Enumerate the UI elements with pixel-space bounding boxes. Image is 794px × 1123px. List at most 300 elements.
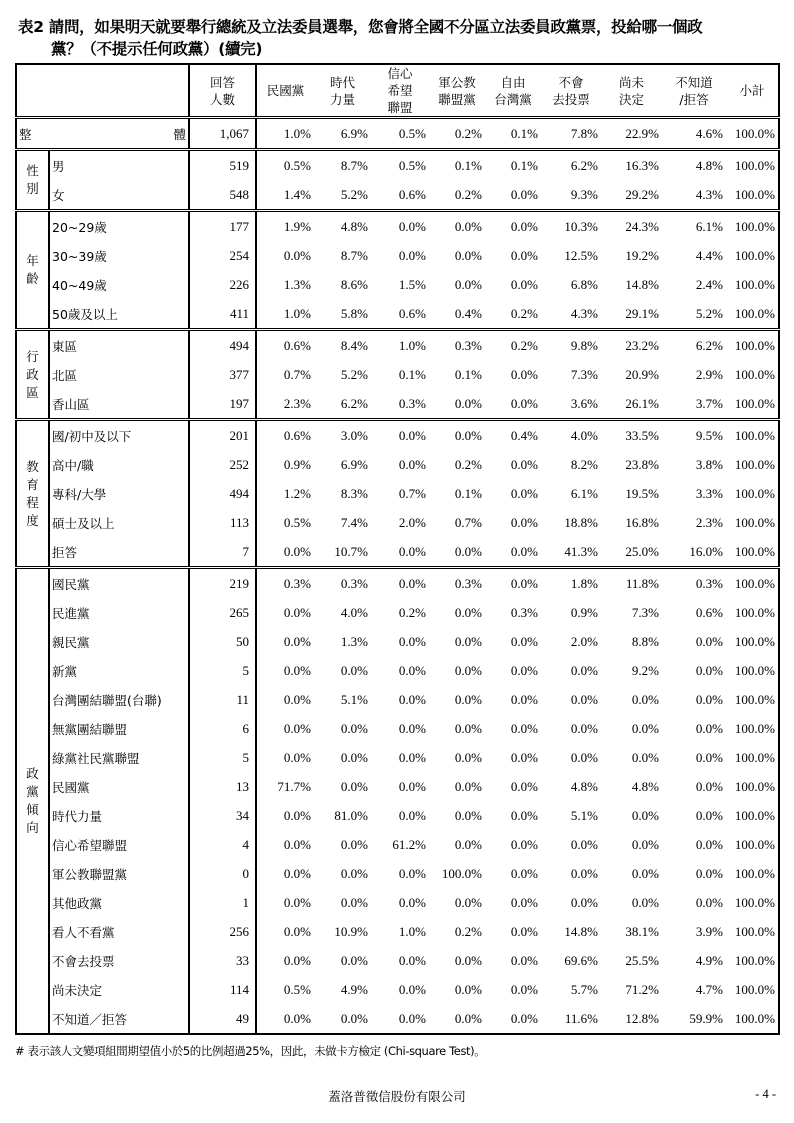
row-value: 0.0% (454, 981, 482, 997)
row-value: 3.7% (695, 395, 723, 411)
row-count: 377 (189, 360, 256, 389)
row-value: 5.8% (340, 305, 368, 321)
row-value: 8.4% (314, 330, 371, 361)
row-value: 29.1% (625, 305, 659, 321)
row-label: 不會去投票 (49, 946, 189, 975)
row-value: 0.0% (510, 366, 538, 382)
row-label: 女 (49, 180, 189, 211)
row-value: 0.0% (398, 691, 426, 707)
row-value: 8.3% (340, 485, 368, 501)
row-value: 4.0% (340, 604, 368, 620)
row-label: 其他政黨 (49, 888, 189, 917)
row-value: 0.0% (510, 514, 538, 530)
row-value: 0.0% (510, 952, 538, 968)
row-value: 0.1% (429, 150, 485, 181)
total-value: 0.5% (398, 125, 426, 141)
row-value: 0.0% (631, 836, 659, 852)
row-value: 0.6% (695, 604, 723, 620)
footnote: # 表示該人文變項組間期望值小於5的比例超過25%，因此，未做卡方檢定 (Chi-square Test)。 (15, 1044, 486, 1058)
row-value: 100.0% (734, 749, 775, 765)
row-value: 0.0% (371, 420, 429, 451)
row-value: 0.2% (454, 186, 482, 202)
row-count: 50 (189, 627, 256, 656)
table-row (16, 389, 779, 420)
row-value: 71.2% (625, 981, 659, 997)
row-value: 100.0% (734, 366, 775, 382)
row-value: 100.0% (734, 543, 775, 559)
table-row (16, 975, 779, 1004)
row-value: 100.0% (734, 247, 775, 263)
table-row (16, 508, 779, 537)
row-value: 4.8% (631, 778, 659, 794)
column-header: 不知道 /拒答 (662, 64, 726, 118)
row-value: 0.0% (510, 720, 538, 736)
row-value: 0.0% (510, 662, 538, 678)
row-label: 國民黨 (49, 568, 189, 599)
row-count: 7 (189, 537, 256, 568)
row-value: 0.0% (695, 865, 723, 881)
row-value: 14.8% (625, 276, 659, 292)
row-value: 0.3% (662, 568, 726, 599)
row-value: 6.2% (541, 150, 601, 181)
table-title (18, 16, 788, 60)
row-value: 0.2% (510, 305, 538, 321)
row-value: 3.8% (695, 456, 723, 472)
table-row (16, 568, 779, 599)
row-value: 0.0% (631, 807, 659, 823)
row-value: 100.0% (441, 865, 482, 881)
table-row (16, 479, 779, 508)
row-value: 0.0% (283, 749, 311, 765)
row-value: 81.0% (334, 807, 368, 823)
row-count: 0 (189, 859, 256, 888)
row-value: 0.0% (454, 894, 482, 910)
row-value: 100.0% (734, 485, 775, 501)
total-row (16, 118, 779, 150)
row-count: 265 (189, 598, 256, 627)
table-row (16, 241, 779, 270)
total-value: 7.8% (570, 125, 598, 141)
row-label: 民國黨 (49, 772, 189, 801)
row-label: 綠黨社民黨聯盟 (49, 743, 189, 772)
row-value: 4.8% (314, 211, 371, 242)
row-value: 0.0% (429, 211, 485, 242)
row-value: 100.0% (734, 981, 775, 997)
row-value: 0.0% (454, 778, 482, 794)
row-value: 0.0% (695, 691, 723, 707)
column-header: 小計 (726, 64, 779, 118)
row-value: 0.0% (570, 836, 598, 852)
row-value: 0.0% (454, 633, 482, 649)
row-value: 100.0% (726, 211, 779, 242)
group-label: 教 育 程 度 (16, 420, 49, 568)
row-value: 0.0% (283, 1010, 311, 1026)
row-value: 0.0% (510, 749, 538, 765)
total-value: 100.0% (734, 125, 775, 141)
row-label: 民進黨 (49, 598, 189, 627)
row-value: 0.2% (454, 923, 482, 939)
row-value: 11.8% (601, 568, 662, 599)
row-value: 100.0% (734, 276, 775, 292)
row-value: 1.0% (371, 330, 429, 361)
row-value: 100.0% (734, 514, 775, 530)
row-label: 新黨 (49, 656, 189, 685)
table-row (16, 299, 779, 330)
row-label: 40~49歲 (49, 270, 189, 299)
row-value: 0.0% (371, 568, 429, 599)
row-value: 0.0% (454, 662, 482, 678)
row-value: 5.1% (340, 691, 368, 707)
row-label: 男 (49, 150, 189, 181)
crosstab-table (15, 63, 780, 1035)
row-value: 6.1% (570, 485, 598, 501)
row-value: 8.7% (340, 247, 368, 263)
row-value: 100.0% (734, 778, 775, 794)
row-value: 0.0% (454, 247, 482, 263)
row-value: 0.0% (398, 981, 426, 997)
row-value: 0.0% (695, 778, 723, 794)
footer-company: 蓋洛普徵信股份有限公司 (328, 1089, 466, 1104)
table-row (16, 150, 779, 181)
row-value: 0.0% (283, 952, 311, 968)
row-value: 4.7% (695, 981, 723, 997)
row-value: 0.0% (371, 211, 429, 242)
row-value: 100.0% (734, 691, 775, 707)
row-count: 201 (189, 420, 256, 451)
row-value: 0.0% (631, 865, 659, 881)
row-value: 1.0% (398, 923, 426, 939)
total-value: 4.6% (695, 125, 723, 141)
row-value: 9.2% (631, 662, 659, 678)
row-value: 3.0% (314, 420, 371, 451)
row-value: 100.0% (734, 894, 775, 910)
row-value: 0.0% (485, 211, 541, 242)
row-value: 71.7% (277, 778, 311, 794)
row-value: 0.0% (283, 923, 311, 939)
row-value: 0.0% (510, 691, 538, 707)
row-label: 台灣團結聯盟(台聯) (49, 685, 189, 714)
row-value: 0.1% (485, 150, 541, 181)
row-value: 4.4% (695, 247, 723, 263)
group-label: 性 別 (16, 150, 49, 211)
row-value: 0.0% (340, 1010, 368, 1026)
group-label: 年 齡 (16, 211, 49, 330)
row-value: 0.0% (454, 604, 482, 620)
row-count: 113 (189, 508, 256, 537)
row-value: 69.6% (564, 952, 598, 968)
row-value: 10.9% (334, 923, 368, 939)
row-value: 5.1% (570, 807, 598, 823)
row-value: 0.0% (454, 276, 482, 292)
row-count: 411 (189, 299, 256, 330)
total-label (16, 118, 189, 150)
table-row (16, 685, 779, 714)
row-value: 0.0% (454, 395, 482, 411)
row-value: 0.0% (510, 923, 538, 939)
row-value: 0.0% (631, 720, 659, 736)
row-value: 0.0% (340, 952, 368, 968)
total-count: 1,067 (189, 118, 256, 150)
row-count: 5 (189, 656, 256, 685)
total-value: 0.2% (454, 125, 482, 141)
table-row (16, 360, 779, 389)
row-count: 13 (189, 772, 256, 801)
row-value: 0.0% (695, 720, 723, 736)
row-value: 33.5% (601, 420, 662, 451)
row-value: 100.0% (734, 633, 775, 649)
row-value: 2.0% (398, 514, 426, 530)
row-value: 2.0% (570, 633, 598, 649)
row-value: 0.0% (570, 691, 598, 707)
row-value: 0.0% (398, 778, 426, 794)
row-value: 0.0% (283, 247, 311, 263)
title-line-2: 黨？（不提示任何政黨）(續完) (51, 40, 263, 58)
column-header: 自由 台灣黨 (485, 64, 541, 118)
row-value: 12.5% (564, 247, 598, 263)
row-value: 0.0% (398, 807, 426, 823)
row-value: 0.0% (398, 662, 426, 678)
row-value: 0.0% (570, 662, 598, 678)
row-value: 1.9% (256, 211, 314, 242)
row-value: 38.1% (625, 923, 659, 939)
row-value: 0.0% (454, 543, 482, 559)
row-count: 6 (189, 714, 256, 743)
row-value: 0.3% (256, 568, 314, 599)
row-value: 6.2% (340, 395, 368, 411)
row-value: 9.8% (541, 330, 601, 361)
table-row (16, 859, 779, 888)
row-label: 信心希望聯盟 (49, 830, 189, 859)
row-label: 北區 (49, 360, 189, 389)
row-value: 5.7% (570, 981, 598, 997)
row-value: 4.0% (541, 420, 601, 451)
table-row (16, 743, 779, 772)
row-value: 0.0% (631, 894, 659, 910)
table-row (16, 1004, 779, 1034)
row-value: 100.0% (734, 186, 775, 202)
row-value: 0.0% (510, 1010, 538, 1026)
row-value: 1.8% (541, 568, 601, 599)
row-value: 0.0% (398, 749, 426, 765)
row-value: 100.0% (726, 420, 779, 451)
row-label: 東區 (49, 330, 189, 361)
row-label: 國/初中及以下 (49, 420, 189, 451)
row-value: 2.3% (695, 514, 723, 530)
row-value: 0.0% (454, 807, 482, 823)
row-value: 0.0% (398, 865, 426, 881)
row-value: 0.0% (283, 807, 311, 823)
row-value: 100.0% (734, 865, 775, 881)
row-value: 6.8% (570, 276, 598, 292)
row-value: 0.0% (398, 1010, 426, 1026)
row-value: 0.0% (340, 865, 368, 881)
row-label: 不知道／拒答 (49, 1004, 189, 1034)
row-value: 5.2% (340, 186, 368, 202)
row-label: 拒答 (49, 537, 189, 568)
row-value: 0.0% (340, 720, 368, 736)
row-value: 0.0% (340, 662, 368, 678)
total-label-left: 整 (19, 126, 32, 142)
row-value: 0.0% (429, 420, 485, 451)
row-value: 0.0% (283, 662, 311, 678)
title-line-1: 表2 請問，如果明天就要舉行總統及立法委員選舉，您會將全國不分區立法委員政黨票，投給哪一個政 (18, 18, 703, 36)
row-value: 0.0% (510, 633, 538, 649)
row-value: 0.0% (398, 894, 426, 910)
row-value: 20.9% (625, 366, 659, 382)
row-value: 100.0% (734, 305, 775, 321)
row-value: 6.2% (662, 330, 726, 361)
row-value: 0.0% (398, 543, 426, 559)
row-value: 0.5% (371, 150, 429, 181)
row-value: 0.0% (283, 894, 311, 910)
row-value: 0.0% (340, 778, 368, 794)
total-value: 22.9% (625, 125, 659, 141)
table-row (16, 598, 779, 627)
row-value: 0.1% (398, 366, 426, 382)
row-value: 23.2% (601, 330, 662, 361)
row-count: 49 (189, 1004, 256, 1034)
row-label: 親民黨 (49, 627, 189, 656)
header-blank (16, 64, 189, 118)
row-value: 0.0% (283, 543, 311, 559)
row-count: 33 (189, 946, 256, 975)
row-value: 0.0% (510, 485, 538, 501)
group-label: 行 政 區 (16, 330, 49, 420)
row-value: 0.0% (398, 633, 426, 649)
row-value: 0.0% (570, 865, 598, 881)
row-value: 14.8% (564, 923, 598, 939)
row-count: 548 (189, 180, 256, 211)
row-value: 0.0% (283, 633, 311, 649)
row-value: 0.7% (454, 514, 482, 530)
table-row (16, 656, 779, 685)
row-label: 碩士及以上 (49, 508, 189, 537)
row-value: 2.3% (283, 395, 311, 411)
row-value: 0.0% (454, 720, 482, 736)
row-value: 16.8% (625, 514, 659, 530)
row-value: 1.3% (283, 276, 311, 292)
row-value: 1.0% (283, 305, 311, 321)
total-value: 6.9% (340, 125, 368, 141)
row-value: 7.3% (631, 604, 659, 620)
row-value: 0.0% (631, 749, 659, 765)
row-value: 0.2% (454, 456, 482, 472)
row-value: 23.8% (625, 456, 659, 472)
row-value: 0.3% (429, 330, 485, 361)
row-value: 0.0% (510, 894, 538, 910)
row-count: 226 (189, 270, 256, 299)
row-value: 25.0% (625, 543, 659, 559)
row-value: 6.1% (662, 211, 726, 242)
row-count: 114 (189, 975, 256, 1004)
row-value: 5.2% (695, 305, 723, 321)
row-value: 0.0% (454, 1010, 482, 1026)
row-value: 0.3% (314, 568, 371, 599)
row-value: 11.6% (564, 1010, 598, 1026)
row-value: 0.0% (283, 865, 311, 881)
column-header: 軍公教 聯盟黨 (429, 64, 485, 118)
row-value: 6.9% (340, 456, 368, 472)
row-value: 4.3% (570, 305, 598, 321)
column-header: 信心 希望 聯盟 (371, 64, 429, 118)
row-value: 0.0% (398, 247, 426, 263)
row-value: 3.6% (570, 395, 598, 411)
row-value: 0.6% (398, 186, 426, 202)
row-value: 0.0% (340, 894, 368, 910)
row-value: 19.5% (625, 485, 659, 501)
row-value: 7.3% (570, 366, 598, 382)
row-label: 香山區 (49, 389, 189, 420)
row-value: 0.0% (631, 691, 659, 707)
row-value: 3.9% (695, 923, 723, 939)
row-value: 0.0% (510, 778, 538, 794)
row-label: 50歲及以上 (49, 299, 189, 330)
row-count: 177 (189, 211, 256, 242)
row-value: 0.0% (510, 186, 538, 202)
row-value: 29.2% (625, 186, 659, 202)
table-row (16, 946, 779, 975)
row-count: 252 (189, 450, 256, 479)
row-value: 18.8% (564, 514, 598, 530)
column-header: 回答 人數 (189, 64, 256, 118)
row-value: 0.0% (695, 662, 723, 678)
row-value: 0.0% (454, 836, 482, 852)
row-value: 0.0% (695, 807, 723, 823)
row-value: 100.0% (726, 568, 779, 599)
header-row (16, 64, 779, 118)
row-value: 61.2% (392, 836, 426, 852)
row-value: 0.0% (398, 456, 426, 472)
page-number: - 4 - (755, 1087, 776, 1101)
row-value: 0.0% (283, 691, 311, 707)
row-value: 0.0% (510, 807, 538, 823)
table-row (16, 180, 779, 211)
row-value: 100.0% (734, 952, 775, 968)
row-value: 100.0% (734, 604, 775, 620)
row-count: 256 (189, 917, 256, 946)
total-value: 0.1% (510, 125, 538, 141)
row-value: 10.7% (334, 543, 368, 559)
row-value: 0.0% (283, 604, 311, 620)
row-value: 2.9% (695, 366, 723, 382)
row-value: 0.0% (510, 981, 538, 997)
row-value: 1.4% (283, 186, 311, 202)
row-value: 0.0% (340, 749, 368, 765)
row-value: 0.0% (485, 568, 541, 599)
row-value: 0.0% (340, 836, 368, 852)
row-count: 197 (189, 389, 256, 420)
row-value: 100.0% (734, 807, 775, 823)
row-label: 尚未決定 (49, 975, 189, 1004)
row-value: 100.0% (734, 1010, 775, 1026)
row-count: 519 (189, 150, 256, 181)
row-value: 8.2% (570, 456, 598, 472)
row-value: 0.4% (454, 305, 482, 321)
row-value: 0.0% (570, 720, 598, 736)
group-label: 政 黨 傾 向 (16, 568, 49, 1035)
table-row (16, 211, 779, 242)
row-value: 0.6% (256, 420, 314, 451)
row-label: 時代力量 (49, 801, 189, 830)
row-value: 10.3% (541, 211, 601, 242)
row-value: 0.0% (510, 865, 538, 881)
row-value: 9.3% (570, 186, 598, 202)
row-value: 100.0% (734, 836, 775, 852)
row-value: 0.5% (283, 981, 311, 997)
row-value: 0.0% (510, 543, 538, 559)
row-value: 0.0% (398, 952, 426, 968)
row-value: 7.4% (340, 514, 368, 530)
